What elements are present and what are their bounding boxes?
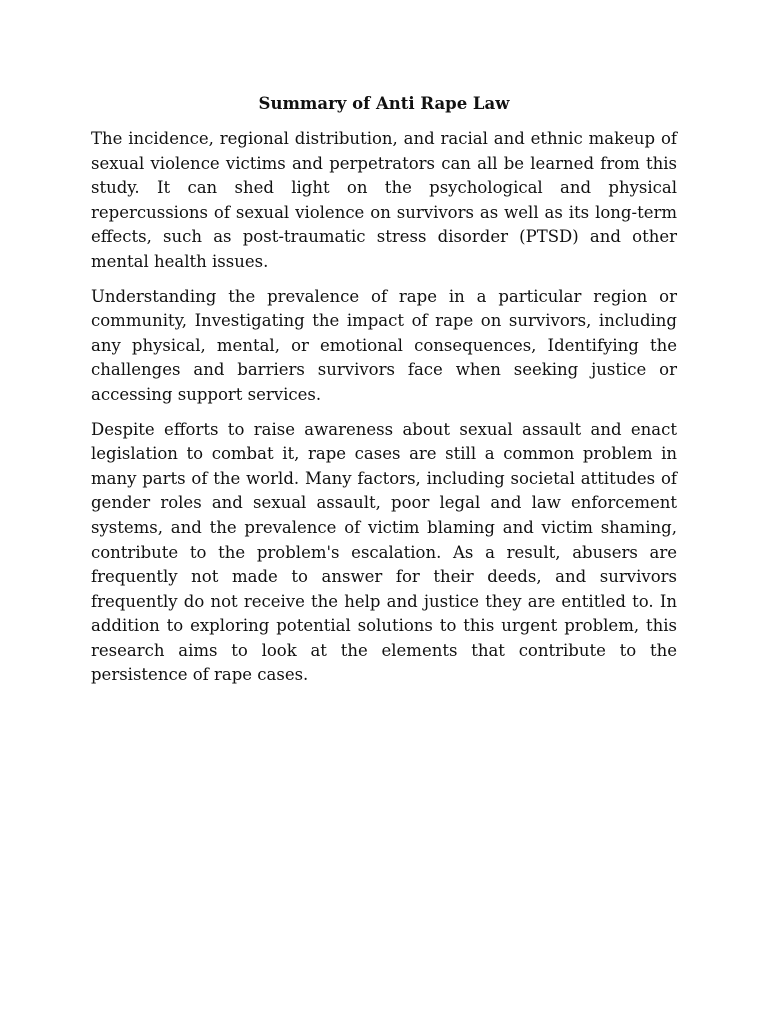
paragraph-1: The incidence, regional distribution, and racial and ethnic makeup of sexual violence victims and perpetrators can all be learned from this study. It can shed light on the psychological and physical repercussions of sexual violence on survivors as well as its long-term effects, such as post-traumatic stress disorder (PTSD) and other mental health issues. <box>91 129 677 271</box>
document-title: Summary of Anti Rape Law <box>258 94 510 113</box>
paragraph-2: Understanding the prevalence of rape in a particular region or community, Investigating the impact of rape on survivors, including any physical, mental, or emotional consequences, Identifying the challenges and barriers survivors face when seeking justice or accessing support services. <box>91 286 677 404</box>
paragraph-3: Despite efforts to raise awareness about sexual assault and enact legislation to combat it, rape cases are still a common problem in many parts of the world. Many factors, including societal attitudes of gender roles and sexual assault, poor legal and law enforcement systems, and the prevalence of victim blaming and victim shaming, contribute to the problem's escalation. As a result, abusers are frequently not made to answer for their deeds, and survivors frequently do not receive the help and justice they are entitled to. In addition to exploring potential solutions to this urgent problem, this research aims to look at the elements that contribute to the persistence of rape cases. <box>91 419 677 685</box>
document-page <box>91 92 677 698</box>
